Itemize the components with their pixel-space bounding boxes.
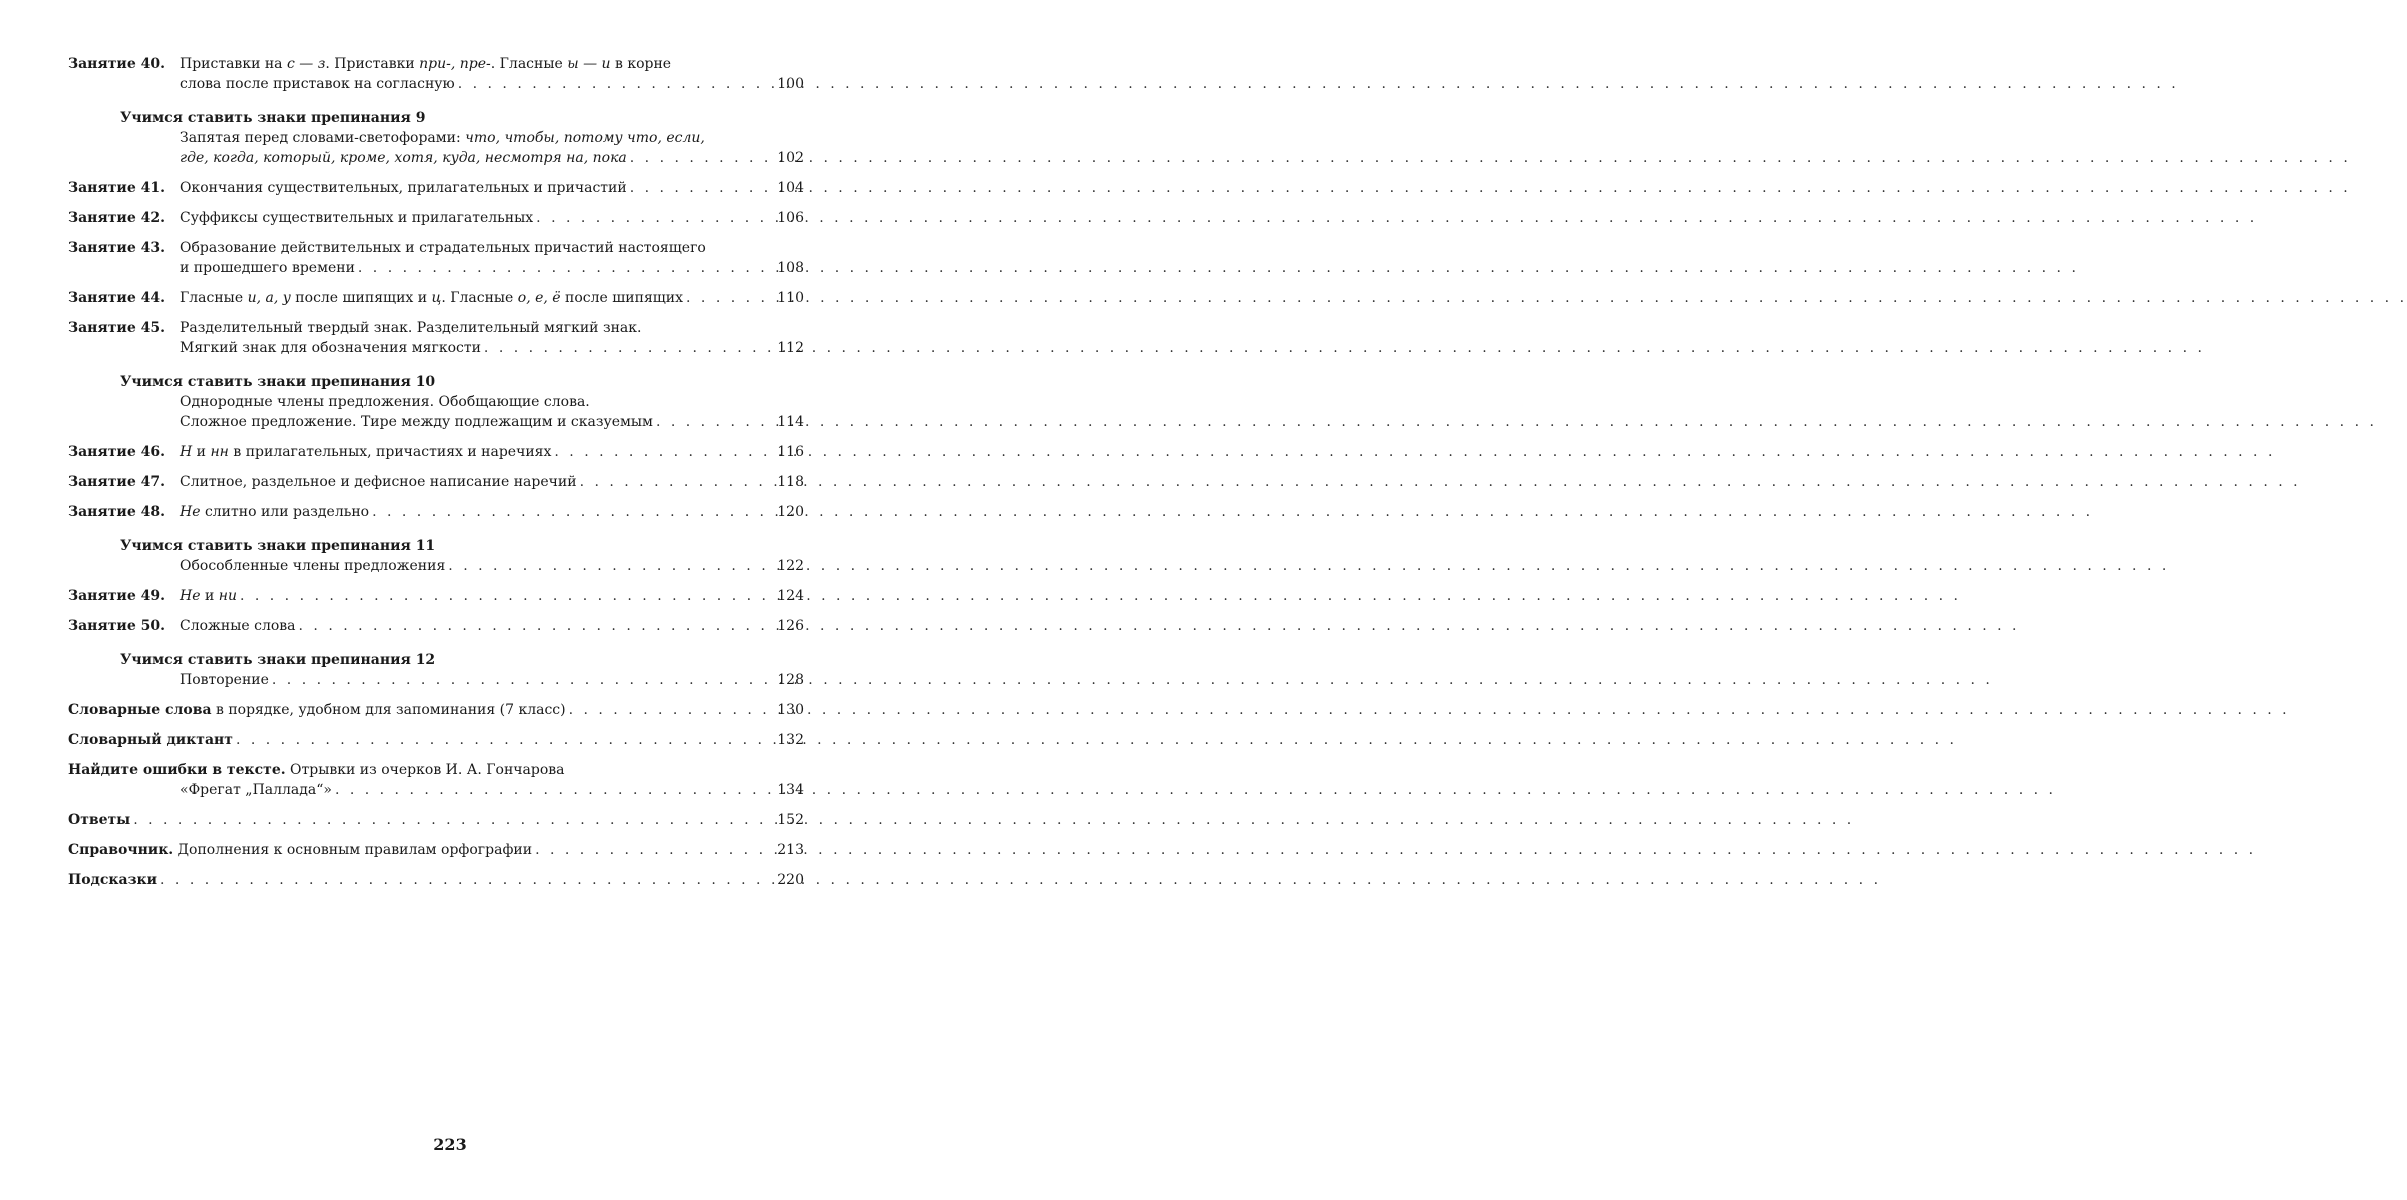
entry-line xyxy=(68,840,804,860)
entry-title xyxy=(180,338,481,358)
dot-leader xyxy=(630,178,775,198)
entry-line xyxy=(68,760,804,780)
entry-text-segment: Разделительный твердый знак. Разделительный мягкий знак. xyxy=(180,320,642,336)
entry-line xyxy=(180,178,804,198)
entry-text-segment: при-, пре- xyxy=(419,56,491,72)
entry-text-segment: Повторение xyxy=(180,672,269,688)
entry-text-segment: Сложные слова xyxy=(180,618,296,634)
page-reference: 114 xyxy=(777,414,804,430)
lesson-entry xyxy=(68,208,804,228)
entry-body xyxy=(180,178,804,198)
entry-text-segment: Найдите ошибки в тексте. xyxy=(68,762,286,778)
entry-body xyxy=(180,670,804,690)
lesson-label: Занятие 48. xyxy=(68,504,165,520)
page-number: 223 xyxy=(433,1135,467,1154)
lesson-entry xyxy=(68,178,804,198)
entry-text-segment: после шипящих xyxy=(560,290,684,306)
entry-line xyxy=(68,810,804,830)
lesson-entry xyxy=(68,54,804,94)
dot-leader xyxy=(484,338,774,358)
entry-body xyxy=(68,730,804,750)
entry-line xyxy=(180,74,804,94)
entry-line xyxy=(180,128,804,148)
entry-line xyxy=(180,586,804,606)
dot-leader xyxy=(630,148,774,168)
entry-text-segment: Ответы xyxy=(68,812,131,828)
section-heading: Учимся ставить знаки препинания 9 xyxy=(120,110,426,126)
entry-title xyxy=(180,586,237,606)
punctuation-section xyxy=(68,108,804,168)
entry-body xyxy=(68,810,804,830)
page-reference: 106 xyxy=(777,210,804,226)
appendix-entry xyxy=(68,730,804,750)
entry-text-segment: Мягкий знак для обозначения мягкости xyxy=(180,340,481,356)
lesson-label: Занятие 40. xyxy=(68,56,165,72)
entry-text-segment: Словарный диктант xyxy=(68,732,233,748)
entry-title xyxy=(68,730,233,750)
entry-line xyxy=(180,338,804,358)
entry-line xyxy=(180,148,804,168)
entry-text-segment: и прошедшего времени xyxy=(180,260,355,276)
entry-title xyxy=(180,442,551,462)
entry-text-segment: с — з xyxy=(286,56,326,72)
entry-body xyxy=(180,54,804,94)
dot-leader xyxy=(656,412,774,432)
dot-leader xyxy=(272,670,774,690)
entry-body xyxy=(180,502,804,522)
entry-line xyxy=(180,238,804,258)
page-reference: 124 xyxy=(777,588,804,604)
entry-title xyxy=(180,288,683,308)
entry-body xyxy=(180,238,804,278)
page-reference: 120 xyxy=(777,504,804,520)
entry-line xyxy=(180,208,804,228)
entry-title xyxy=(180,258,355,278)
entry-body xyxy=(68,870,804,890)
entry-text-segment: и, а, у xyxy=(247,290,291,306)
entry-body xyxy=(180,556,804,576)
entry-line xyxy=(180,472,804,492)
page-reference: 128 xyxy=(777,672,804,688)
entry-text-segment: в порядке, удобном для запоминания (7 класс) xyxy=(211,702,566,718)
appendix-entry xyxy=(68,870,804,890)
entry-title xyxy=(180,780,332,800)
dot-leader xyxy=(372,502,774,522)
entry-title xyxy=(180,74,455,94)
entry-text-segment: Словарные слова xyxy=(68,702,212,718)
entry-line xyxy=(180,412,804,432)
entry-text-segment: Однородные члены предложения. Обобщающие слова. xyxy=(180,394,590,410)
entry-text-segment: слитно или раздельно xyxy=(200,504,370,520)
entry-body xyxy=(180,616,804,636)
entry-text-segment: Гласные xyxy=(180,290,248,306)
lesson-label: Занятие 43. xyxy=(68,240,165,256)
page-reference: 100 xyxy=(777,76,804,92)
page-reference: 122 xyxy=(777,558,804,574)
entry-line xyxy=(180,556,804,576)
section-heading: Учимся ставить знаки препинания 12 xyxy=(120,652,436,668)
entry-text-segment: Запятая перед словами-светофорами: xyxy=(180,130,466,146)
lesson-entry xyxy=(68,238,804,278)
dot-leader xyxy=(358,258,774,278)
entry-body xyxy=(68,760,804,800)
dot-leader xyxy=(458,74,775,94)
entry-text-segment: Не xyxy=(180,588,201,604)
entry-text-segment: о, е, ё xyxy=(517,290,561,306)
page-reference: 104 xyxy=(777,180,804,196)
page-reference: 108 xyxy=(777,260,804,276)
entry-text-segment: . Гласные xyxy=(441,290,518,306)
entry-text-segment: в корне xyxy=(610,56,672,72)
entry-text-segment: Дополнения к основным правилам орфографии xyxy=(173,842,533,858)
entry-line xyxy=(180,318,804,338)
entry-body xyxy=(180,128,804,168)
lesson-label: Занятие 45. xyxy=(68,320,165,336)
entry-text-segment: ц xyxy=(431,290,442,306)
entry-line xyxy=(68,700,804,720)
entry-line xyxy=(68,870,804,890)
dot-leader xyxy=(569,700,775,720)
page-reference: 220 xyxy=(777,872,804,888)
lesson-entry xyxy=(68,472,804,492)
entry-line xyxy=(180,442,804,462)
entry-text-segment: Суффиксы существительных и прилагательных xyxy=(180,210,534,226)
punctuation-section xyxy=(68,372,804,432)
entry-title xyxy=(180,178,627,198)
dot-leader xyxy=(580,472,775,492)
entry-title xyxy=(180,208,533,228)
page-reference: 110 xyxy=(777,290,804,306)
entry-body xyxy=(180,472,804,492)
dot-leader xyxy=(536,208,774,228)
page-reference: 116 xyxy=(777,444,804,460)
lesson-label: Занятие 46. xyxy=(68,444,165,460)
entry-title xyxy=(180,472,577,492)
entry-text-segment: Подсказки xyxy=(68,872,158,888)
entry-text-segment: слова после приставок на согласную xyxy=(180,76,455,92)
entry-title xyxy=(180,238,706,258)
appendix-entry xyxy=(68,810,804,830)
entry-line xyxy=(180,392,804,412)
dot-leader xyxy=(686,288,774,308)
entry-text-segment: Окончания существительных, прилагательных и причастий xyxy=(180,180,627,196)
entry-title xyxy=(180,616,296,636)
entry-body xyxy=(180,208,804,228)
lesson-entry xyxy=(68,502,804,522)
entry-title xyxy=(68,870,157,890)
page-reference: 126 xyxy=(777,618,804,634)
lesson-label: Занятие 47. xyxy=(68,474,165,490)
entry-text-segment: ни xyxy=(218,588,237,604)
entry-text-segment: Н xyxy=(180,444,193,460)
entry-body xyxy=(68,840,804,860)
entry-line xyxy=(180,616,804,636)
entry-text-segment: Обособленные члены предложения xyxy=(180,558,446,574)
entry-text-segment: Образование действительных и страдательных причастий настоящего xyxy=(180,240,706,256)
page-reference: 152 xyxy=(777,812,804,828)
entry-title xyxy=(68,760,565,780)
entry-line xyxy=(180,288,804,308)
entry-body xyxy=(180,318,804,358)
entry-text-segment: . Приставки xyxy=(325,56,420,72)
dot-leader xyxy=(535,840,774,860)
entry-text-segment: что, чтобы, потому что, если, xyxy=(465,130,705,146)
entry-title xyxy=(180,318,641,338)
entry-text-segment: нн xyxy=(210,444,229,460)
entry-title xyxy=(180,556,445,576)
appendix-entry xyxy=(68,700,804,720)
lesson-entry xyxy=(68,616,804,636)
entry-line xyxy=(68,730,804,750)
lesson-label: Занятие 41. xyxy=(68,180,165,196)
page-reference: 118 xyxy=(777,474,804,490)
entry-text-segment: после шипящих и xyxy=(290,290,432,306)
entry-title xyxy=(180,412,653,432)
lesson-entry xyxy=(68,442,804,462)
appendix-entry xyxy=(68,840,804,860)
entry-body xyxy=(180,442,804,462)
entry-body xyxy=(68,700,804,720)
section-heading: Учимся ставить знаки препинания 11 xyxy=(120,538,436,554)
punctuation-section xyxy=(68,536,804,576)
section-heading: Учимся ставить знаки препинания 10 xyxy=(120,374,436,390)
page xyxy=(0,0,900,1200)
lesson-entry xyxy=(68,318,804,358)
lesson-label: Занятие 50. xyxy=(68,618,165,634)
lesson-label: Занятие 42. xyxy=(68,210,165,226)
page-reference: 132 xyxy=(777,732,804,748)
entry-title xyxy=(180,54,671,74)
entry-text-segment: Приставки на xyxy=(180,56,287,72)
entry-title xyxy=(180,392,590,412)
appendix-entry xyxy=(68,760,804,800)
page-reference: 213 xyxy=(777,842,804,858)
lesson-label: Занятие 44. xyxy=(68,290,165,306)
entry-text-segment: ы — и xyxy=(567,56,611,72)
entry-text-segment: Справочник. xyxy=(68,842,174,858)
entry-text-segment: Отрывки из очерков И. А. Гончарова xyxy=(285,762,565,778)
entry-text-segment: и xyxy=(192,444,211,460)
dot-leader xyxy=(236,730,774,750)
entry-body xyxy=(180,586,804,606)
entry-title xyxy=(180,128,705,148)
entry-text-segment: и xyxy=(200,588,219,604)
entry-line xyxy=(68,780,804,800)
entry-title xyxy=(180,502,369,522)
table-of-contents xyxy=(68,54,804,890)
entry-text-segment: Сложное предложение. Тире между подлежащим и сказуемым xyxy=(180,414,653,430)
entry-title xyxy=(68,840,532,860)
dot-leader xyxy=(133,810,774,830)
entry-line xyxy=(180,670,804,690)
lesson-entry xyxy=(68,288,804,308)
entry-text-segment: «Фрегат „Паллада“» xyxy=(180,782,332,798)
entry-title xyxy=(68,810,130,830)
dot-leader xyxy=(160,870,774,890)
entry-title xyxy=(180,148,627,168)
dot-leader xyxy=(335,780,774,800)
entry-text-segment: . Гласные xyxy=(490,56,568,72)
dot-leader xyxy=(448,556,774,576)
entry-line xyxy=(180,502,804,522)
entry-text-segment: в прилагательных, причастиях и наречиях xyxy=(228,444,552,460)
lesson-entry xyxy=(68,586,804,606)
entry-body xyxy=(180,288,804,308)
page-reference: 112 xyxy=(777,340,804,356)
dot-leader xyxy=(240,586,774,606)
entry-line xyxy=(180,54,804,74)
entry-text-segment: Слитное, раздельное и дефисное написание наречий xyxy=(180,474,577,490)
entry-text-segment: где, когда, который, кроме, хотя, куда, несмотря на, пока xyxy=(180,150,627,166)
dot-leader xyxy=(299,616,775,636)
page-reference: 134 xyxy=(777,782,804,798)
dot-leader xyxy=(554,442,774,462)
entry-line xyxy=(180,258,804,278)
entry-body xyxy=(180,392,804,432)
entry-title xyxy=(180,670,269,690)
entry-text-segment: Не xyxy=(180,504,201,520)
page-reference: 130 xyxy=(777,702,804,718)
lesson-label: Занятие 49. xyxy=(68,588,165,604)
entry-title xyxy=(68,700,566,720)
page-reference: 102 xyxy=(777,150,804,166)
punctuation-section xyxy=(68,650,804,690)
